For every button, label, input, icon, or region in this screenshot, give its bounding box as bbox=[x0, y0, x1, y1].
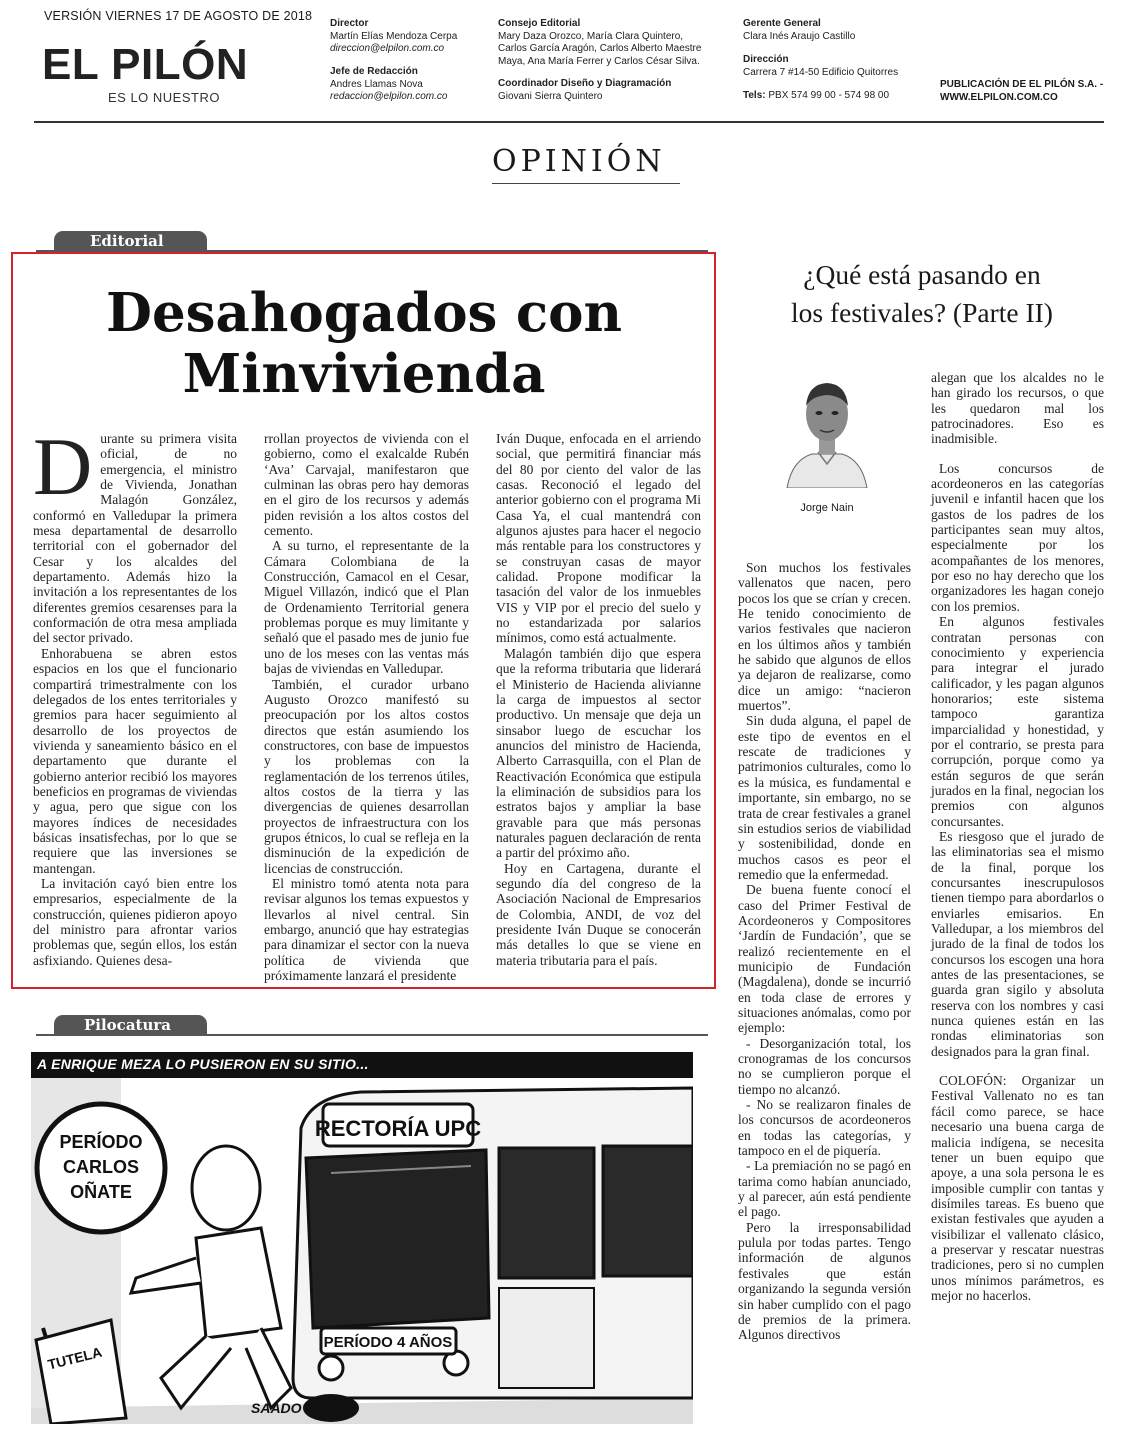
column-paragraph: - Desorganización total, los cronogramas de los concursos no se cumplieron porque el tiempo no alcanzó. bbox=[738, 1035, 911, 1097]
credit-role: Jefe de Redacción bbox=[330, 66, 418, 77]
publisher-info bbox=[940, 78, 1103, 104]
credit-consejo-editorial bbox=[498, 18, 701, 68]
pilocatura-tab-label: Pilocatura bbox=[84, 1016, 171, 1034]
editorial-column-3 bbox=[496, 431, 701, 968]
bus-sign-text: RECTORÍA UPC bbox=[314, 1116, 482, 1141]
credit-direccion bbox=[743, 54, 898, 79]
editorial-paragraph: Malagón también dijo que espera que la reforma tributaria que liderará el Ministerio de Hacienda alivianne la carga de impuestos al sector productivo. Un mensaje que deja un sinsabor luego de escuchar los anuncios del ministro de Hacienda, Alberto Carrasquilla, con el Plan de Reactivación Económica que estipula la eliminación de subsidios para los estratos bajos y ampliar la base gravable para que más personas naturales paguen declaración de renta a partir del próximo año. bbox=[496, 645, 701, 861]
credit-director bbox=[330, 18, 457, 56]
pilocatura-tab-rule bbox=[36, 1034, 708, 1036]
credit-name: Clara Inés Araujo Castillo bbox=[743, 30, 856, 42]
badge-text-1: PERÍODO bbox=[59, 1132, 143, 1152]
column-headline bbox=[727, 256, 1117, 332]
editorial-paragraph: rrollan proyectos de vivienda con el gobierno, como el exalcalde Rubén ‘Ava’ Carvajal, manifestaron que culminan las obras pero hay demoras en el giro de los recursos y además piden revisión a los altos costos del cemento. bbox=[264, 431, 469, 539]
credit-phone: PBX 574 99 00 - 574 98 00 bbox=[768, 90, 890, 101]
editorial-paragraph: Hoy en Cartagena, durante el segundo día del congreso de la Asociación Nacional de Empresarios de Colombia, ANDI, de voz del presidente Iván Duque se conocerán más detalles lo que se viene en materia tributaria para el país. bbox=[496, 860, 701, 968]
editorial-paragraph: A su turno, el representante de la Cámara Colombiana de la Construcción, Camacol en el Cesar, Miguel Villazón, indicó que el Plan de Ordenamiento Territorial genera problemas porque es muy limitante y señaló que el pasado mes de junio fue uno de los meses con las ventas más bajas de viviendas en Valledupar. bbox=[264, 538, 469, 677]
credit-name: Giovani Sierra Quintero bbox=[498, 90, 603, 102]
editorial-headline-line: Desahogados con bbox=[106, 282, 622, 344]
tutela-text: TUTELA bbox=[46, 1343, 104, 1373]
column-paragraph: - No se realizaron finales de los concursos de acordeoneros en todas las categorías, y tampoco en el de piquería. bbox=[738, 1097, 911, 1159]
editorial-paragraph: El ministro tomó atenta nota para revisar algunos los temas expuestos y llevarlos al nivel central. Sin embargo, anunció que hay estrategias para dinamizar el sector con la nueva política de vivienda que próximamente lanzará el presidente bbox=[264, 875, 469, 984]
column-paragraph: Los concursos de acordeoneros en las categorías juvenil e infantil hacen que los gastos de los padres de los participantes sean muy altos, especialmente por los acompañantes de los menores, por eso no hay derecho que los organizadores les hagan conejo con los premios. bbox=[931, 460, 1104, 614]
cartoonist-signature: SAADO bbox=[251, 1400, 302, 1416]
edition-date: VERSIÓN VIERNES 17 DE AGOSTO DE 2018 bbox=[44, 9, 313, 23]
column-paragraph: Son muchos los festivales vallenatos que nacen, pero pocos los que se crían y crecen. He tenido conocimiento de varios festivales que nacieron en los últimos años y también he sabido que algunos de ellos ya dejaron de realizarse, como dice un amigo: “nacieron muertos”. bbox=[738, 560, 911, 714]
credit-email: redaccion@elpilon.com.co bbox=[330, 91, 448, 102]
editorial-tab bbox=[54, 231, 207, 251]
section-title: OPINIÓN bbox=[492, 144, 666, 179]
credit-role: Gerente General bbox=[743, 18, 821, 29]
column-body-2 bbox=[931, 370, 1104, 1303]
author-photo bbox=[782, 368, 872, 488]
column-paragraph: alegan que los alcaldes no le han girado los recursos, o que les quedaron mal los patrocinadores. Eso es inadmisible. bbox=[931, 370, 1104, 447]
cartoon-drawing bbox=[31, 1078, 693, 1424]
credit-role: Director bbox=[330, 18, 369, 29]
credit-name: Martín Elías Mendoza Cerpa bbox=[330, 30, 458, 42]
credit-jefe-redaccion bbox=[330, 66, 447, 104]
column-headline-line: ¿Qué está pasando en bbox=[803, 259, 1041, 290]
column-body-1 bbox=[738, 560, 911, 1343]
editorial-paragraph: Iván Duque, enfocada en el arriendo social, que permitirá financiar más del 80 por ciento del valor de las casas. Reconoció el legado del anterior gobierno con el programa Mi Casa Ya, el cual mantendrá con algunos ajustes para hacer el negocio más rentable para los constructores y se construyan casas de mayor calidad. Propone modificar la tasación del valor de los inmuebles VIS y VIP por el precio del suelo y no estandarizada por salarios mínimos, como está actualmente. bbox=[496, 431, 701, 646]
editorial-paragraph: También, el curador urbano Augusto Orozco manifestó su preocupación por los altos costos directos que están asumiendo los constructores, con base de impuestos y los problemas con la reglamentación de los terrenos útiles, altos costos de la tierra y las divergencias de quienes desarrollan proyectos de infraestructura con los grupos étnicos, lo cual se refleja en la disminución de la expedición de licencias de construcción. bbox=[264, 676, 469, 876]
cartoon-character-head bbox=[192, 1146, 260, 1230]
column-paragraph: De buena fuente conocí el caso del Primer Festival de Acordeoneros y Compositores ‘Jardín de Fundación’, que se realizó recientemente en el municipio de Fundación (Magdalena), donde se incurrió en toda clase de errores y situaciones anómalas, como por ejemplo: bbox=[738, 882, 911, 1036]
plate-text: PERÍODO 4 AÑOS bbox=[323, 1334, 453, 1351]
badge-text-2: CARLOS bbox=[63, 1157, 139, 1177]
editorial-column-2 bbox=[264, 431, 469, 983]
credit-name: Carlos García Aragón, Carlos Alberto Maestre bbox=[498, 43, 702, 54]
editorial-column-1 bbox=[33, 421, 237, 968]
credit-email: direccion@elpilon.com.co bbox=[330, 43, 445, 54]
column-paragraph: Es riesgoso que el jurado de las eliminatorias sea el mismo de la final, porque los concursantes inescrupulosos tienen tiempo para abordarlos o enviarles emisarios. En Valledupar, a los miembros del jurado de la final de todos los concursos los escogen una hora antes de las presentaciones, se guarda gran sigilo y absoluta reserva con los nombres y casi nunca quienes están en las rondas eliminatorias son designados para la gran final. bbox=[931, 828, 1104, 1059]
editorial-paragraph: Enhorabuena se abren estos espacios en los que el funcionario compartirá trimestralmente con los delegados de los entes territoriales y gremios para hacer seguimiento al desarrollo de los proyectos de vivienda y saneamiento básico en el departamento que durante el gobierno anterior recibió los mayores beneficios en programas de viviendas y agua, pero que sigue con los mayores índices de necesidades básicas insatisfechas, por lo que se requiere que las inversiones se mantengan. bbox=[33, 645, 237, 876]
publisher-website[interactable]: WWW.ELPILON.COM.CO bbox=[940, 92, 1058, 103]
credit-telefonos bbox=[743, 90, 889, 103]
credit-role: Tels: bbox=[743, 90, 766, 101]
credit-name: Andres Llamas Nova bbox=[330, 78, 423, 90]
section-title-rule bbox=[492, 183, 680, 184]
newspaper-tagline: ES LO NUESTRO bbox=[108, 90, 220, 105]
editorial-tab-label: Editorial bbox=[90, 232, 164, 250]
publisher-name: PUBLICACIÓN DE EL PILÓN S.A. - bbox=[940, 79, 1104, 90]
editorial-headline bbox=[14, 283, 714, 405]
credit-coordinador bbox=[498, 78, 671, 103]
credit-name: Maya, Ana María Ferrer y Carlos César Silva. bbox=[498, 55, 700, 67]
newspaper-logo: EL PILÓN bbox=[42, 40, 249, 89]
editorial-paragraph: La invitación cayó bien entre los empresarios, especialmente de la construcción, quienes pidieron apoyo del ministro para afrontar varios problemas que, según ellos, los están asfixiando. Quienes desa- bbox=[33, 875, 237, 968]
editorial-cartoon bbox=[31, 1052, 693, 1424]
editorial-paragraph: urante su primera visita oficial, de no emergencia, el ministro de Vivienda, Jonathan Malagón González, conformó en Valledupar la primera mesa departamental de desarrollo territorial con el gobernador del Cesar y los alcaldes del departamento. Además hizo la invitación a los representantes de los diferentes gremios cesarenses para la conformación de otra mesa ampliada del sector privado. bbox=[33, 431, 237, 646]
author-name: Jorge Nain bbox=[800, 502, 854, 514]
column-paragraph: - La premiación no se pagó en tarima como habían anunciado, y al parecer, aún está pendiente el pago. bbox=[738, 1158, 911, 1220]
credit-address: Carrera 7 #14-50 Edificio Quitorres bbox=[743, 66, 899, 78]
column-paragraph: COLOFÓN: Organizar un Festival Vallenato no es tan fácil como parece, se hace necesario una buena carga de malicia indígena, se necesita tener un buen equipo que apoye, a una sola persona le es imposible cumplir con tantas y disímiles tareas. Es bueno que existan festivales que ayuden a visibilizar el vallenato clásico, a preservar y rescatar nuestras tradiciones, pero si no cumplen unos mínimos parámetros, es mejor no hacerlos. bbox=[931, 1073, 1104, 1303]
credit-gerente bbox=[743, 18, 855, 43]
editorial-dropcap: D bbox=[33, 421, 93, 512]
credit-role: Dirección bbox=[743, 54, 789, 65]
editorial-headline-line: Minvivienda bbox=[182, 343, 546, 405]
credit-role: Consejo Editorial bbox=[498, 18, 581, 29]
pilocatura-tab bbox=[54, 1015, 207, 1035]
badge-text-3: OÑATE bbox=[70, 1182, 132, 1202]
column-paragraph: En algunos festivales contratan personas con conocimiento y experiencia para integrar el jurado calificador, y les pagan algunos honorarios; este sistema tampoco garantiza imparcialidad y honestidad, y por el contrario, se presta para corrupción, porque como ya están seguros de que serán jurados en la final, negocian los premios con algunos concursantes. bbox=[931, 614, 1104, 829]
credit-role: Coordinador Diseño y Diagramación bbox=[498, 78, 672, 89]
column-paragraph: Sin duda alguna, el papel de este tipo de eventos en el rescate de tradiciones y patrimonios culturales, como lo es la música, es fundamental e importante, sin embargo, no se trata de crear festivales a granel sin estudios serios de viabilidad y sostenibilidad, donde en muchos casos es peor el remedio que la enfermedad. bbox=[738, 713, 911, 882]
masthead-rule bbox=[34, 121, 1104, 123]
column-paragraph: Pero la irresponsabilidad pulula por todas partes. Tengo información de algunos festivales que están organizando la segunda versión sin haber cumplido con el pago de premios de la primera. Algunos directivos bbox=[738, 1219, 911, 1343]
credit-name: Mary Daza Orozco, María Clara Quintero, bbox=[498, 30, 684, 42]
column-headline-line: los festivales? (Parte II) bbox=[791, 297, 1053, 328]
cartoon-caption: A ENRIQUE MEZA LO PUSIERON EN SU SITIO... bbox=[37, 1056, 369, 1072]
